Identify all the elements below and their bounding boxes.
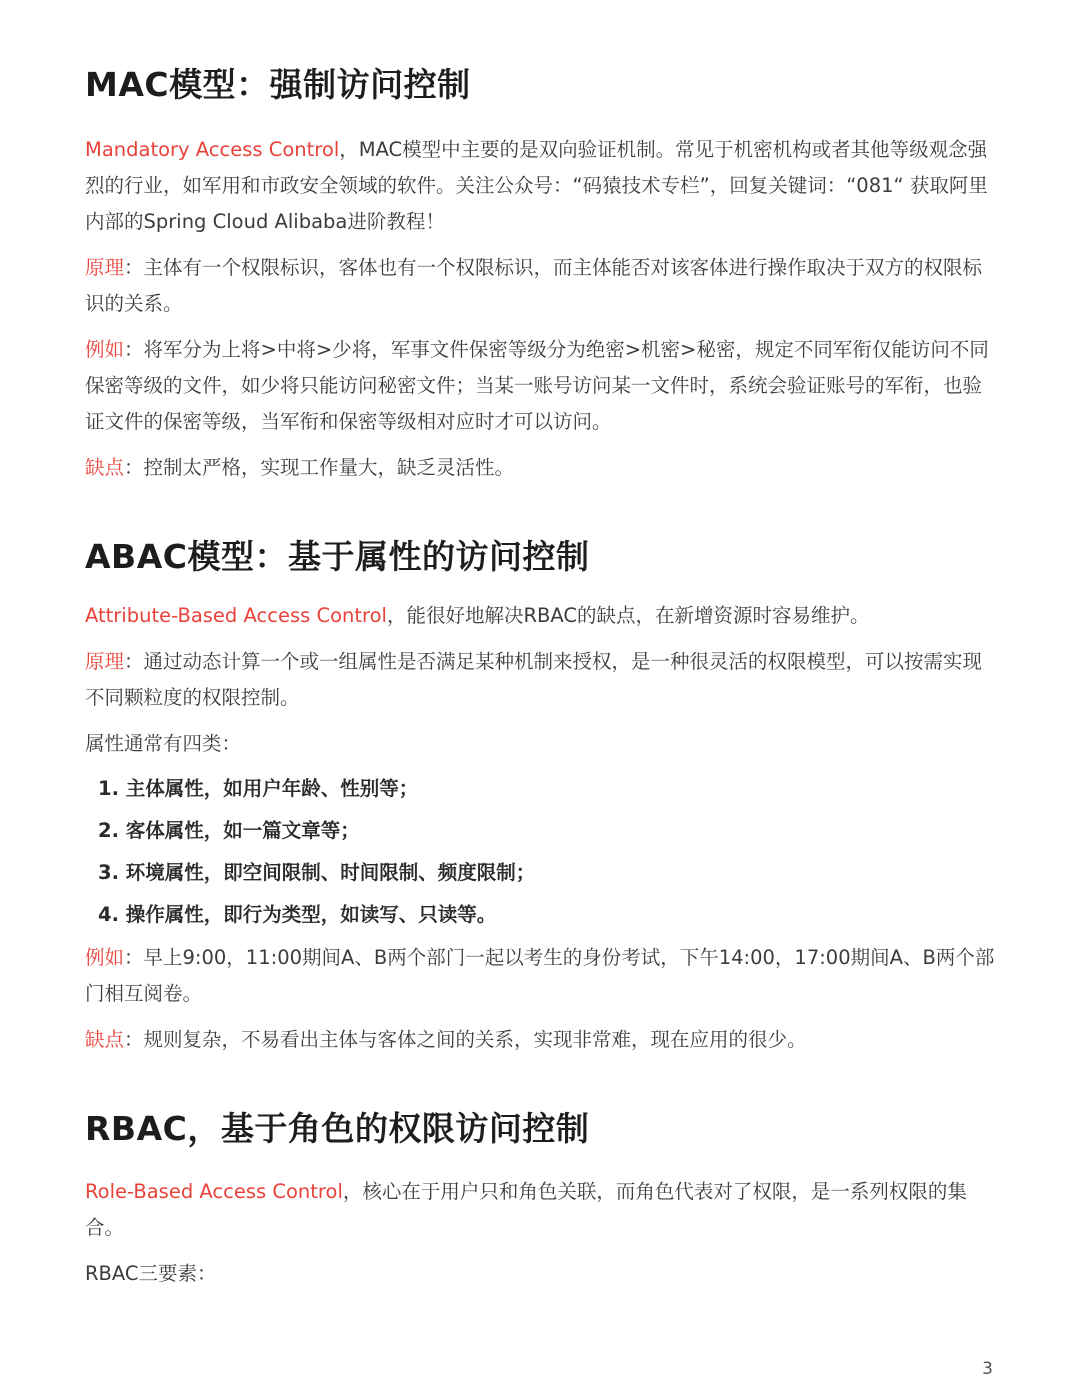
mac-intro <box>85 132 1000 240</box>
section-title-rbac: RBAC，基于角色的权限访问控制 <box>85 1109 590 1148</box>
mac-principle <box>85 250 1000 322</box>
abac-example-label: 例如 <box>85 946 125 969</box>
mac-example <box>85 332 1000 440</box>
mac-example-text: ：将军分为上将>中将>少将，军事文件保密等级分为绝密>机密>秘密，规定不同军衔仅能访问不同保密等级的文件，如少将只能访问秘密文件；当某一账号访问某一文件时，系统会验证账号的军衔，也验证文件的保密等级，当军衔和保密等级相对应时才可以访问。 <box>85 338 989 433</box>
rbac-elements-intro: RBAC三要素： <box>85 1262 217 1285</box>
abac-attr-intro: 属性通常有四类： <box>85 732 242 755</box>
abac-cons-label: 缺点 <box>85 1028 125 1051</box>
mac-cons-label: 缺点 <box>85 456 125 479</box>
abac-principle-text: ：通过动态计算一个或一组属性是否满足某种机制来授权，是一种很灵活的权限模型，可以按需实现不同颗粒度的权限控制。 <box>85 650 983 709</box>
abac-intro <box>85 598 1000 634</box>
mac-intro-text: ，MAC模型中主要的是双向验证机制。常见于机密机构或者其他等级观念强烈的行业，如军用和市政安全领域的软件。关注公众号：“码猿技术专栏”，回复关键词：“081“ 获取阿里内部的Spring Cloud Alibaba进阶教程！ <box>85 138 988 233</box>
abac-example-text: ：早上9:00，11:00期间A、B两个部门一起以考生的身份考试，下午14:00，17:00期间A、B两个部门相互阅卷。 <box>85 946 995 1005</box>
mac-principle-label: 原理 <box>85 256 125 279</box>
mac-example-label: 例如 <box>85 338 125 361</box>
abac-attr-list <box>85 768 1000 936</box>
rbac-term: Role-Based Access Control <box>85 1180 343 1203</box>
list-item: 3. 环境属性，即空间限制、时间限制、频度限制； <box>98 861 536 884</box>
abac-intro-text: ，能很好地解决RBAC的缺点，在新增资源时容易维护。 <box>386 604 870 627</box>
list-item: 4. 操作属性，即行为类型，如读写、只读等。 <box>98 903 497 926</box>
rbac-intro <box>85 1174 1000 1246</box>
mac-cons <box>85 450 1000 486</box>
abac-term: Attribute-Based Access Control <box>85 604 387 627</box>
mac-cons-text: ：控制太严格，实现工作量大，缺乏灵活性。 <box>124 456 515 479</box>
section-title-abac: ABAC模型：基于属性的访问控制 <box>85 537 590 576</box>
abac-example <box>85 940 1000 1012</box>
list-item: 1. 主体属性，如用户年龄、性别等； <box>98 777 419 800</box>
abac-cons <box>85 1022 1000 1058</box>
document-page <box>85 60 1000 1292</box>
page-number: 3 <box>982 1359 993 1379</box>
list-item: 2. 客体属性，如一篇文章等； <box>98 819 360 842</box>
abac-cons-text: ：规则复杂，不易看出主体与客体之间的关系，实现非常难，现在应用的很少。 <box>124 1028 807 1051</box>
mac-term: Mandatory Access Control <box>85 138 340 161</box>
rbac-intro-text: ，核心在于用户只和角色关联，而角色代表对了权限，是一系列权限的集合。 <box>85 1180 967 1239</box>
abac-principle-label: 原理 <box>85 650 125 673</box>
abac-principle <box>85 644 1000 716</box>
section-title-mac: MAC模型：强制访问控制 <box>85 65 471 104</box>
mac-principle-text: ：主体有一个权限标识，客体也有一个权限标识，而主体能否对该客体进行操作取决于双方的权限标识的关系。 <box>85 256 983 315</box>
